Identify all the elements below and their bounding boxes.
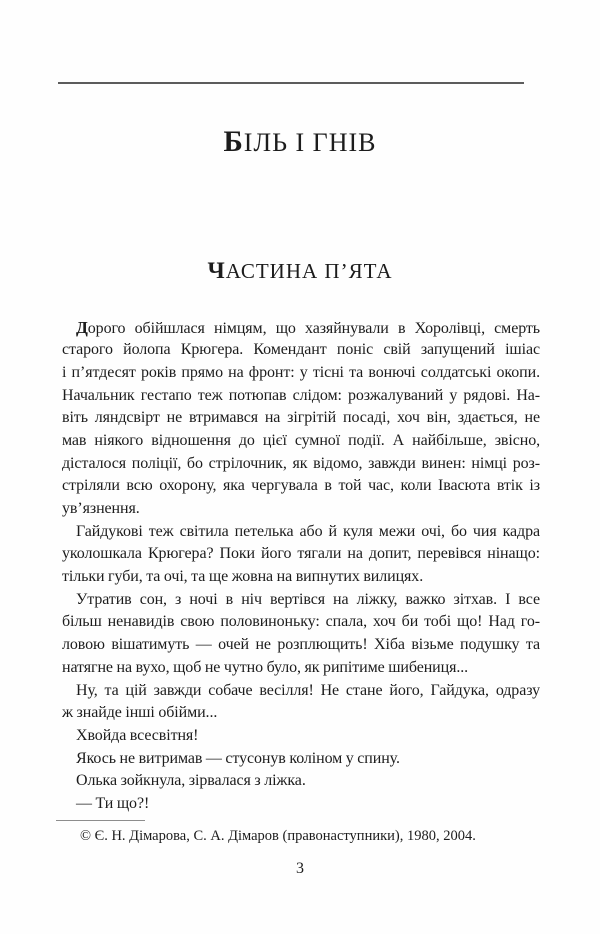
text-line: Дорого обійшлася німцям, що хазяйнували в Хоролівці, смерть bbox=[76, 317, 540, 337]
footnote-rule bbox=[56, 820, 145, 821]
text-line: натягне на вухо, щоб не чутно було, як рипітиме шибениця... bbox=[62, 658, 469, 676]
text-line: Якось не витримав — стусонув коліном у спину. bbox=[76, 749, 400, 767]
text-line: ловою вішатимуть — очей не розплющить! Хіба візьме подушку та bbox=[62, 636, 540, 654]
text-line: мав ніякого відношення до цієї сумної події. А найбільше, звісно, bbox=[62, 431, 540, 449]
text-line: уколошкала Крюгера? Поки його тягали на допит, перевівся нінащо: bbox=[62, 545, 540, 563]
part-heading bbox=[0, 258, 600, 284]
part-heading-initial: Ч bbox=[207, 257, 226, 284]
text-line: Начальник гестапо теж потюпав слідом: розжалуваний у рядові. На- bbox=[62, 386, 540, 404]
text-line: ув’язнення. bbox=[62, 500, 140, 517]
text-line: дісталося поліції, бо стрілочник, як відомо, завжди винен: німці роз- bbox=[62, 454, 540, 472]
header-rule bbox=[58, 82, 524, 84]
text-line: Хвойда всесвітня! bbox=[76, 726, 199, 744]
text-line: стріляли всю охорону, яка чергувала в той час, коли Івасюта втік із bbox=[62, 477, 540, 495]
text-line: віть ляндсвірт не втримався на зігрітій посаді, хоч він, здається, не bbox=[62, 409, 540, 427]
text-line: більш ненавидів свою половиноньку: спала, хоч би тобі що! Над го- bbox=[62, 613, 540, 631]
text-line: старого йолопа Крюгера. Комендант поніс свій запущений ішіас bbox=[62, 341, 540, 359]
chapter-title-initial: Б bbox=[223, 125, 244, 158]
text-line: — Ти що?! bbox=[76, 794, 150, 812]
text-line: Олька зойкнула, зірвалася з ліжка. bbox=[76, 772, 306, 790]
text-line: і п’ятдесят років прямо на фронт: у тісні та вонючі солдатські окопи. bbox=[62, 363, 540, 381]
text-line: Утратив сон, з ночі в ніч вертівся на ліжку, важко зітхав. І все bbox=[76, 590, 540, 608]
copyright-footnote: © Є. Н. Дімарова, С. А. Дімаров (правонаступники), 1980, 2004. bbox=[80, 827, 476, 844]
text-line: ж знайде інші обійми... bbox=[62, 704, 218, 722]
text-line: тільки губи, та очі, та ще жовна на випнутих вилицях. bbox=[62, 568, 424, 586]
part-heading-text: АСТИНА П’ЯТА bbox=[225, 258, 393, 283]
paragraph-initial: Д bbox=[76, 317, 88, 337]
chapter-title-text: ІЛЬ І ГНІВ bbox=[243, 127, 377, 157]
chapter-title bbox=[0, 126, 600, 159]
text-line: Ну, та цій завжди собаче весілля! Не стане його, Гайдука, одразу bbox=[76, 681, 540, 699]
page-number: 3 bbox=[296, 859, 304, 877]
text-line: Гайдукові теж світила петелька або й куля межи очі, бо чия кадра bbox=[76, 522, 540, 540]
body-text bbox=[62, 317, 540, 816]
